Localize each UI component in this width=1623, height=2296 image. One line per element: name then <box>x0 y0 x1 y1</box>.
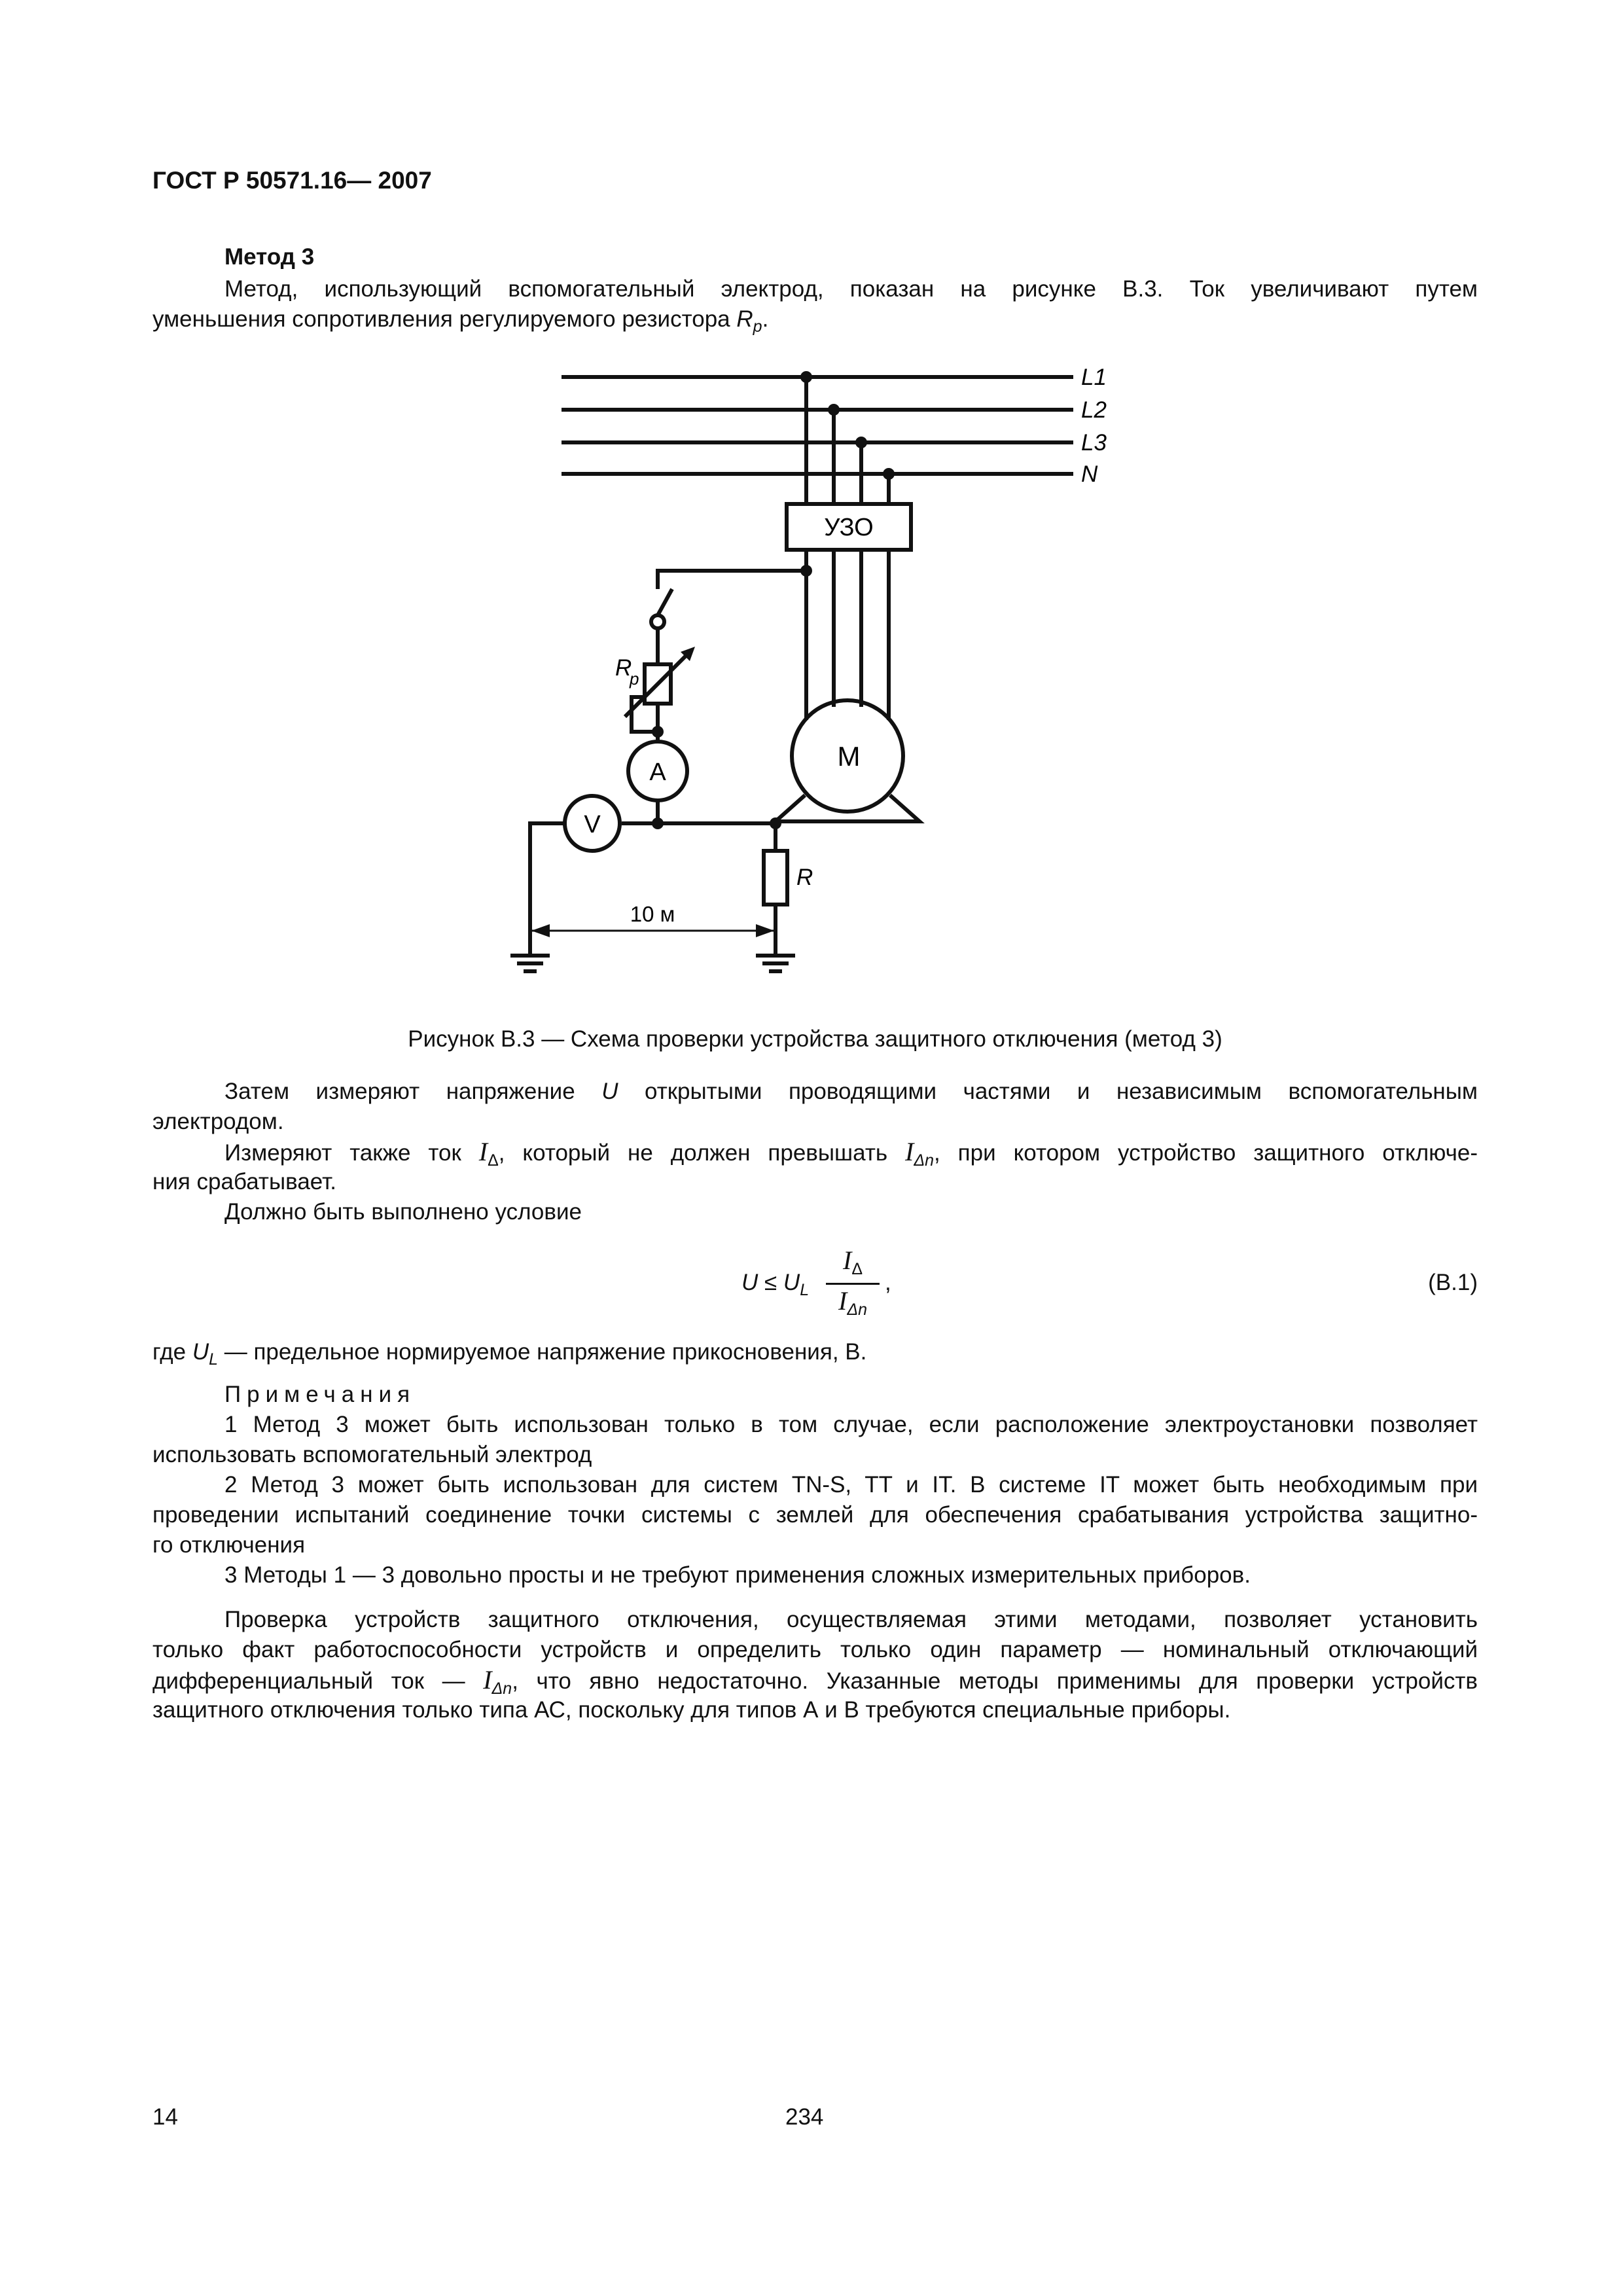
note-2-line3: го отключения <box>152 1532 306 1558</box>
formula-comma: , <box>885 1270 891 1295</box>
bus-label-l2: L2 <box>1081 397 1107 423</box>
note-1-line1: 1 Метод 3 может быть использован только в том случае, если расположение электроустановки позволяет <box>224 1412 1478 1437</box>
conclusion-line3: дифференциальный ток — $I_{\Delta n}$, что явно недостаточно. Указанные методы применимы для проверки устройств <box>152 1665 1478 1698</box>
paragraph-1-line1: Затем измеряют напряжение U открытыми проводящими частями и независимым вспомогательным <box>224 1079 1478 1104</box>
earth-resistor-label: R <box>796 865 813 890</box>
paragraph-1-line2: электродом. <box>152 1109 284 1134</box>
formula-denominator: IΔn <box>838 1286 867 1319</box>
where-clause: где $U_L$ — предельное нормируемое напряжение прикосновения, В. <box>152 1339 867 1369</box>
bus-label-l1: L1 <box>1081 365 1107 390</box>
earth-resistor <box>764 851 787 905</box>
method-title: Метод 3 <box>224 244 315 270</box>
formula-number: (В.1) <box>1428 1270 1478 1295</box>
variable-resistor-label: R <box>615 655 632 681</box>
note-2-line2: проведении испытаний соединение точки системы с землей для обеспечения срабатывания устройства защитно- <box>152 1502 1478 1528</box>
paragraph-3: Должно быть выполнено условие <box>224 1199 582 1225</box>
figure-caption: Рисунок В.3 — Схема проверки устройства защитного отключения (метод 3) <box>408 1026 1222 1052</box>
note-3: 3 Методы 1 — 3 довольно просты и не требуют применения сложных измерительных приборов. <box>224 1562 1251 1588</box>
document-header: ГОСТ Р 50571.16— 2007 <box>152 167 432 194</box>
distance-label: 10 м <box>630 902 675 926</box>
method-intro-line1: Метод, использующий вспомогательный электрод, показан на рисунке В.3. Ток увеличивают путем <box>224 276 1478 302</box>
conclusion-line2: только факт работоспособности устройств и определить только один параметр — номинальный отключающий <box>152 1637 1478 1662</box>
dimension-arrow-left <box>531 924 550 937</box>
motor-label: М <box>837 741 861 772</box>
rcd-label: УЗО <box>824 514 874 541</box>
formula-lhs: $U \le U_L$ <box>741 1270 810 1299</box>
method-intro-line2: уменьшения сопротивления регулируемого резистора $R_р$. <box>152 306 769 336</box>
notes-title: Примечания <box>224 1382 416 1407</box>
page-number-left: 14 <box>152 2104 178 2130</box>
paragraph-2-line2: ния срабатывает. <box>152 1169 336 1194</box>
note-2-line1: 2 Метод 3 может быть использован для систем TN-S, TT и IT. В системе IT может быть необходимым при <box>224 1472 1478 1498</box>
formula-numerator: IΔ <box>842 1246 863 1278</box>
test-switch <box>658 589 672 615</box>
note-1-line2: использовать вспомогательный электрод <box>152 1442 592 1467</box>
variable-resistor-sub: р <box>630 669 639 689</box>
bus-label-l3: L3 <box>1081 430 1107 456</box>
conclusion-line4: защитного отключения только типа АС, поскольку для типов А и В требуются специальные приборы. <box>152 1697 1231 1723</box>
page-number-center: 234 <box>785 2104 824 2130</box>
dimension-arrow-right <box>756 924 774 937</box>
paragraph-2-line1: Измеряют также ток $I_\Delta$, который не должен превышать $I_{\Delta n}$, при котором устройство защитного отключе- <box>224 1137 1478 1170</box>
bus-label-n: N <box>1081 461 1098 487</box>
formula-fraction-bar <box>826 1283 880 1285</box>
voltmeter-label: V <box>584 811 601 838</box>
conclusion-line1: Проверка устройств защитного отключения, осуществляемая этими методами, позволяет установить <box>224 1607 1478 1632</box>
ammeter-label: A <box>649 759 666 786</box>
